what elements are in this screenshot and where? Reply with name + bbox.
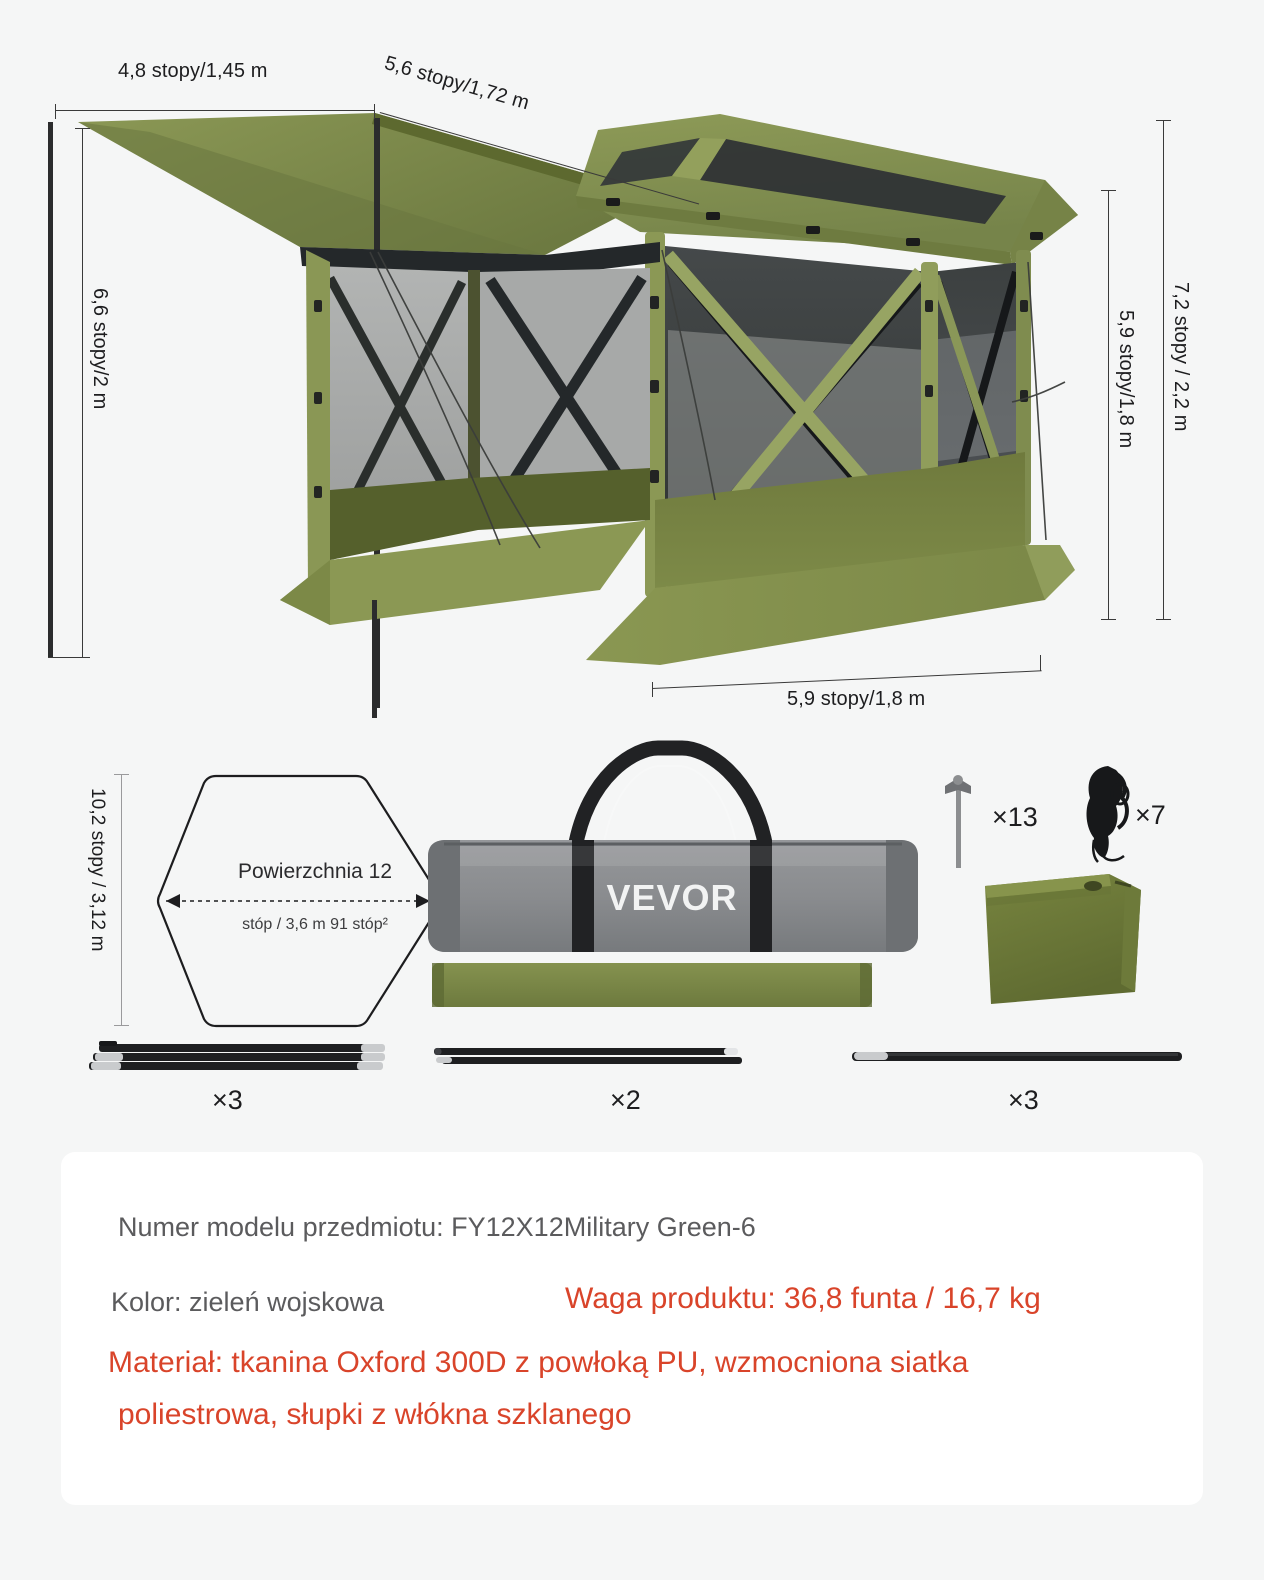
dim-tick: [114, 1025, 129, 1026]
pole-bundle-left-count: ×3: [212, 1085, 243, 1115]
dim-footprint-height: 10,2 stopy / 3,12 m: [87, 788, 108, 952]
dim-peak-height: 7,2 stopy / 2,2 m: [1170, 282, 1192, 432]
dim-tick: [374, 104, 375, 119]
tent-stake-icon: [930, 760, 990, 870]
stake-count: ×13: [992, 802, 1038, 832]
dim-tick: [1040, 655, 1041, 671]
dim-tick: [114, 774, 129, 775]
pole-single-count: ×3: [1008, 1085, 1039, 1115]
dim-tick: [1101, 619, 1116, 620]
dim-base-left: [48, 657, 86, 658]
footprint-area-line2: stóp / 3,6 m 91 stóp²: [242, 916, 388, 933]
dim-awning-depth: 5,6 stopy/1,72 m: [381, 52, 532, 115]
dim-tick: [1156, 120, 1171, 121]
material-text-line2: poliestrowa, słupki z włókna szklanego: [118, 1398, 632, 1431]
material-text-line1: Materiał: tkanina Oxford 300D z powłoką PU, wzmocniona siatka: [108, 1346, 969, 1379]
dim-awning-width: 4,8 stopy/1,45 m: [118, 60, 268, 82]
product-info-panel: [61, 1152, 1203, 1505]
dim-line-peak-height: [1163, 120, 1164, 620]
awning-pole-lower: [372, 600, 377, 718]
pole-bundle-icon: [85, 1038, 395, 1078]
dim-wall-height: 5,9 stopy/1,8 m: [1115, 310, 1137, 449]
svg-text:VEVOR: VEVOR: [606, 877, 738, 918]
pole-pair-count: ×2: [610, 1085, 641, 1115]
footprint-area-line1: Powierzchnia 12: [237, 860, 393, 883]
rope-count: ×7: [1135, 800, 1166, 830]
pole-sleeve-icon: [428, 955, 878, 1015]
dim-pole-height: 6,6 stopy/2 m: [89, 288, 111, 410]
folded-fabric-icon: [975, 864, 1155, 1014]
dim-line-awning-width: [55, 110, 375, 111]
dim-tick: [75, 128, 90, 129]
dim-tick: [55, 104, 56, 119]
dim-line-wall-height: [1108, 190, 1109, 620]
pole-pair-icon: [428, 1042, 748, 1076]
pole-single-icon: [848, 1044, 1188, 1074]
tent-svg: [0, 0, 1264, 740]
awning-pole-left: [48, 122, 53, 657]
model-number-text: Numer modelu przedmiotu: FY12X12Military Green-6: [118, 1212, 756, 1242]
weight-text: Waga produktu: 36,8 funta / 16,7 kg: [565, 1282, 1041, 1315]
left-flap-shade: [280, 560, 330, 625]
dim-tick: [652, 682, 653, 697]
dim-line-pole-height: [82, 128, 83, 658]
dim-line-footprint-height: [121, 774, 122, 1026]
dim-base-width: 5,9 stopy/1,8 m: [787, 688, 926, 710]
carry-bag-icon: [420, 740, 940, 960]
accessories-section: [0, 740, 1264, 1140]
color-text: Kolor: zieleń wojskowa: [111, 1287, 385, 1317]
dim-tick: [1156, 619, 1171, 620]
tent-illustration: [0, 0, 1264, 740]
dim-tick: [1101, 190, 1116, 191]
